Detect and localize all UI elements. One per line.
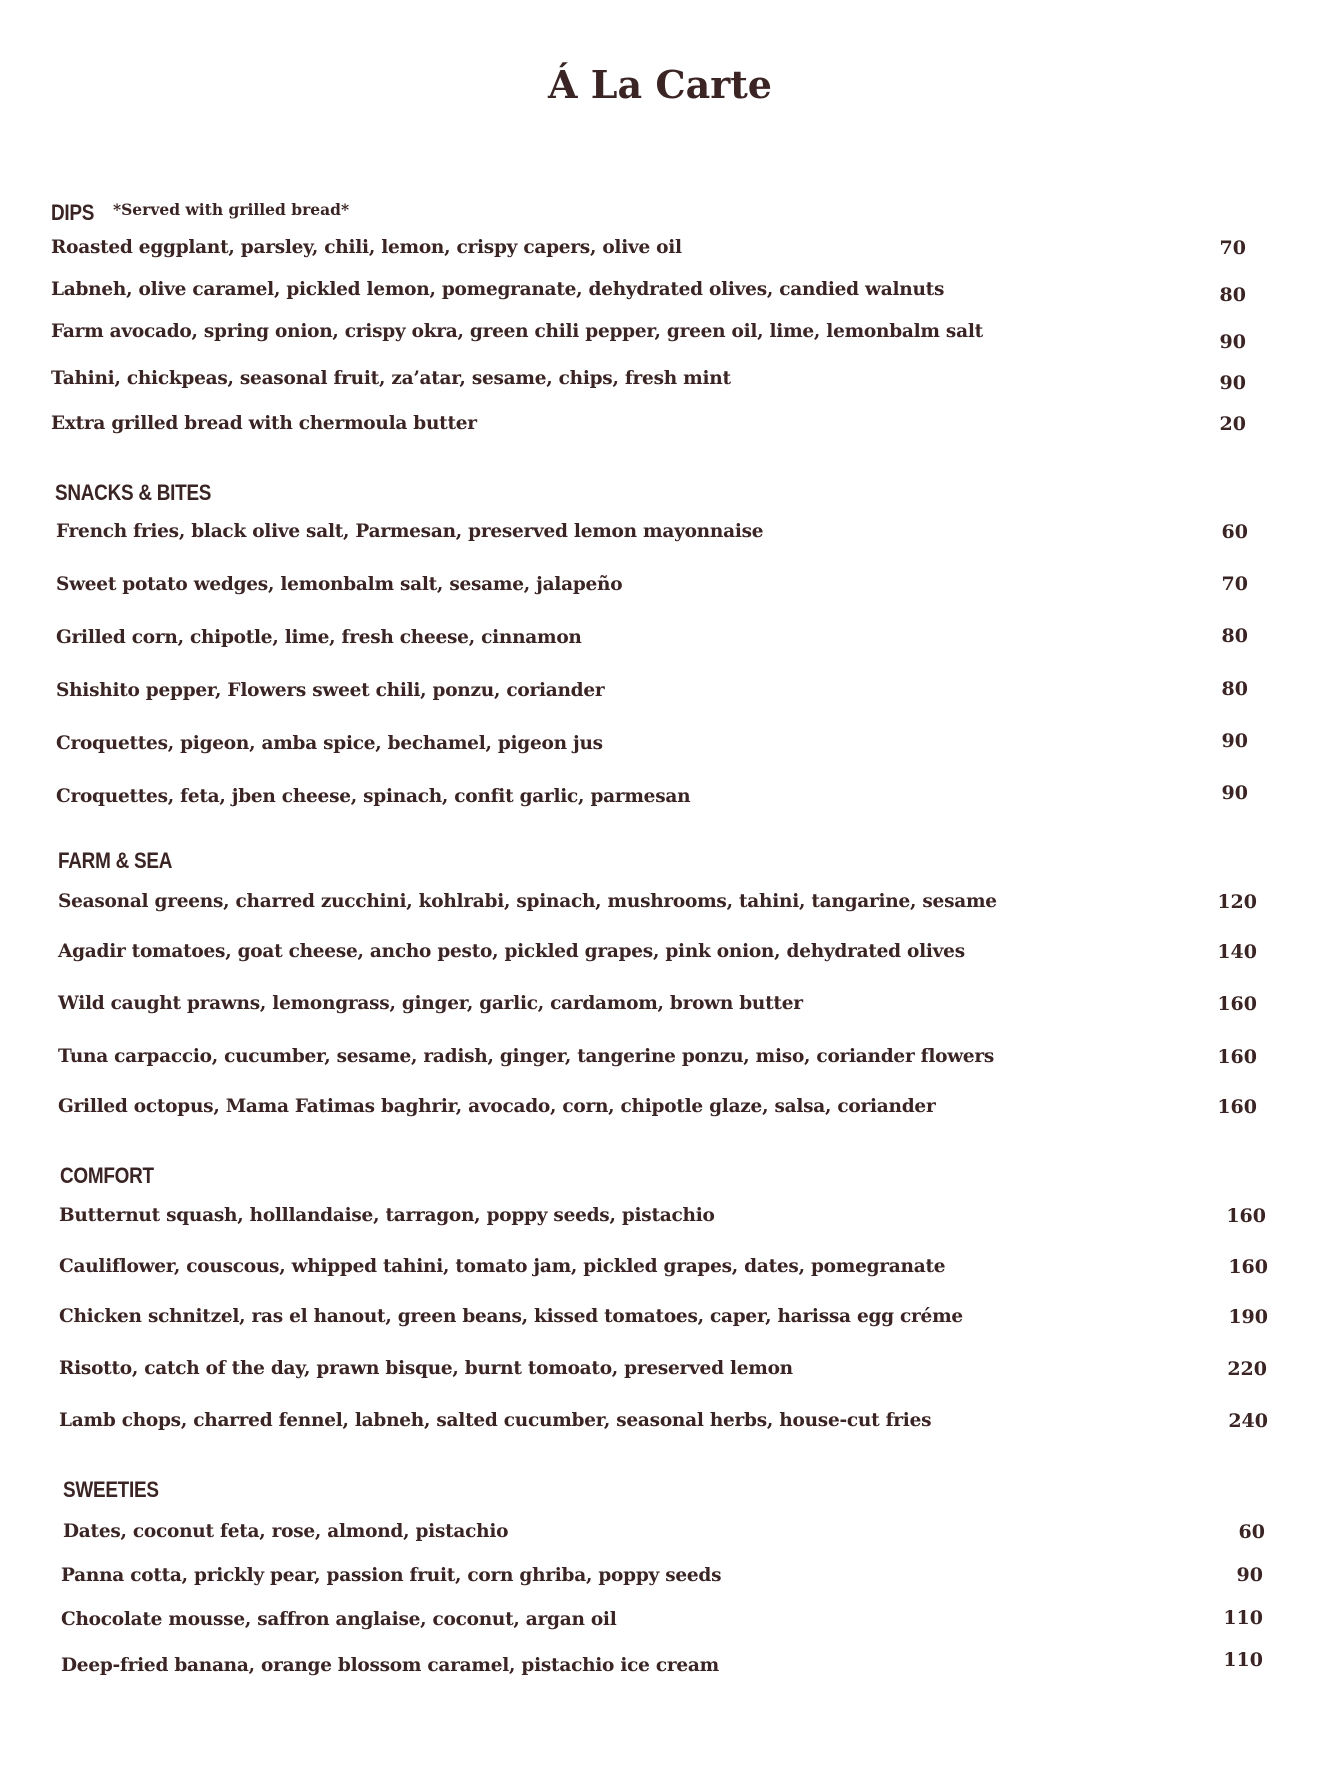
section-heading-sweeties: SWEETIES — [63, 1477, 159, 1502]
menu-item-name: Agadir tomatoes, goat cheese, ancho pesto, pickled grapes, pink onion, dehydrated olives — [58, 941, 965, 962]
menu-item-name: Seasonal greens, charred zucchini, kohlrabi, spinach, mushrooms, tahini, tangarine, sesame — [58, 891, 997, 912]
menu-item-name: Cauliflower, couscous, whipped tahini, tomato jam, pickled grapes, dates, pomegranate — [59, 1256, 946, 1277]
menu-item-price: 160 — [1226, 1205, 1266, 1227]
menu-item-name: Lamb chops, charred fennel, labneh, salted cucumber, seasonal herbs, house-cut fries — [59, 1410, 932, 1431]
menu-item-name: Shishito pepper, Flowers sweet chili, ponzu, coriander — [56, 680, 605, 701]
menu-item-name: Roasted eggplant, parsley, chili, lemon, crispy capers, olive oil — [51, 237, 682, 258]
menu-item-name: Tuna carpaccio, cucumber, sesame, radish, ginger, tangerine ponzu, miso, coriander flowers — [58, 1046, 995, 1067]
menu-item-price: 160 — [1217, 993, 1257, 1015]
menu-item-name: Deep-fried banana, orange blossom caramel, pistachio ice cream — [61, 1655, 719, 1676]
menu-item-name: Croquettes, pigeon, amba spice, bechamel, pigeon jus — [56, 733, 603, 754]
menu-item-price: 110 — [1223, 1649, 1263, 1671]
menu-item-price: 80 — [1221, 625, 1248, 647]
menu-item-price: 90 — [1236, 1564, 1263, 1586]
menu-item-price: 90 — [1219, 372, 1246, 394]
menu-item-price: 60 — [1238, 1521, 1265, 1543]
section-heading-snacks-bites: SNACKS & BITES — [55, 480, 212, 505]
menu-item-price: 80 — [1219, 284, 1246, 306]
menu-item-name: Croquettes, feta, jben cheese, spinach, confit garlic, parmesan — [56, 786, 691, 807]
menu-item-price: 20 — [1219, 413, 1246, 435]
menu-item-name: Chicken schnitzel, ras el hanout, green beans, kissed tomatoes, caper, harissa egg créme — [59, 1306, 963, 1327]
menu-item-name: Grilled octopus, Mama Fatimas baghrir, avocado, corn, chipotle glaze, salsa, coriander — [58, 1096, 936, 1117]
menu-item-price: 140 — [1217, 941, 1257, 963]
menu-item-price: 160 — [1217, 1046, 1257, 1068]
menu-item-price: 90 — [1221, 782, 1248, 804]
menu-item-name: Extra grilled bread with chermoula butter — [51, 413, 477, 434]
menu-item-price: 80 — [1221, 678, 1248, 700]
menu-item-name: Risotto, catch of the day, prawn bisque, burnt tomoato, preserved lemon — [59, 1358, 793, 1379]
menu-item-name: Butternut squash, holllandaise, tarragon, poppy seeds, pistachio — [59, 1205, 715, 1226]
section-heading-dips: DIPS — [51, 200, 95, 225]
menu-item-name: Panna cotta, prickly pear, passion fruit, corn ghriba, poppy seeds — [61, 1565, 722, 1586]
section-note-dips: *Served with grilled bread* — [113, 200, 350, 219]
menu-item-price: 190 — [1228, 1306, 1268, 1328]
menu-item-name: Tahini, chickpeas, seasonal fruit, za’atar, sesame, chips, fresh mint — [51, 368, 731, 389]
menu-item-name: Chocolate mousse, saffron anglaise, coconut, argan oil — [61, 1609, 617, 1630]
menu-item-name: Farm avocado, spring onion, crispy okra, green chili pepper, green oil, lime, lemonbalm salt — [51, 321, 983, 342]
menu-item-price: 90 — [1219, 331, 1246, 353]
menu-item-price: 60 — [1221, 521, 1248, 543]
menu-item-price: 70 — [1221, 573, 1248, 595]
section-heading-farm-sea: FARM & SEA — [58, 848, 173, 873]
menu-item-price: 110 — [1223, 1607, 1263, 1629]
menu-title: Á La Carte — [548, 62, 772, 107]
menu-item-name: Wild caught prawns, lemongrass, ginger, garlic, cardamom, brown butter — [58, 993, 803, 1014]
menu-item-price: 70 — [1219, 237, 1246, 259]
menu-item-name: Sweet potato wedges, lemonbalm salt, sesame, jalapeño — [56, 574, 623, 595]
menu-item-name: Labneh, olive caramel, pickled lemon, pomegranate, dehydrated olives, candied walnuts — [51, 279, 945, 300]
menu-item-price: 220 — [1227, 1358, 1267, 1380]
menu-item-price: 160 — [1228, 1256, 1268, 1278]
menu-item-price: 240 — [1228, 1410, 1268, 1432]
menu-item-price: 90 — [1221, 730, 1248, 752]
menu-item-name: Dates, coconut feta, rose, almond, pistachio — [63, 1521, 509, 1542]
menu-item-price: 160 — [1217, 1096, 1257, 1118]
section-heading-comfort: COMFORT — [60, 1163, 154, 1188]
menu-item-price: 120 — [1217, 891, 1257, 913]
menu-item-name: Grilled corn, chipotle, lime, fresh cheese, cinnamon — [56, 627, 582, 648]
menu-item-name: French fries, black olive salt, Parmesan, preserved lemon mayonnaise — [56, 521, 764, 542]
